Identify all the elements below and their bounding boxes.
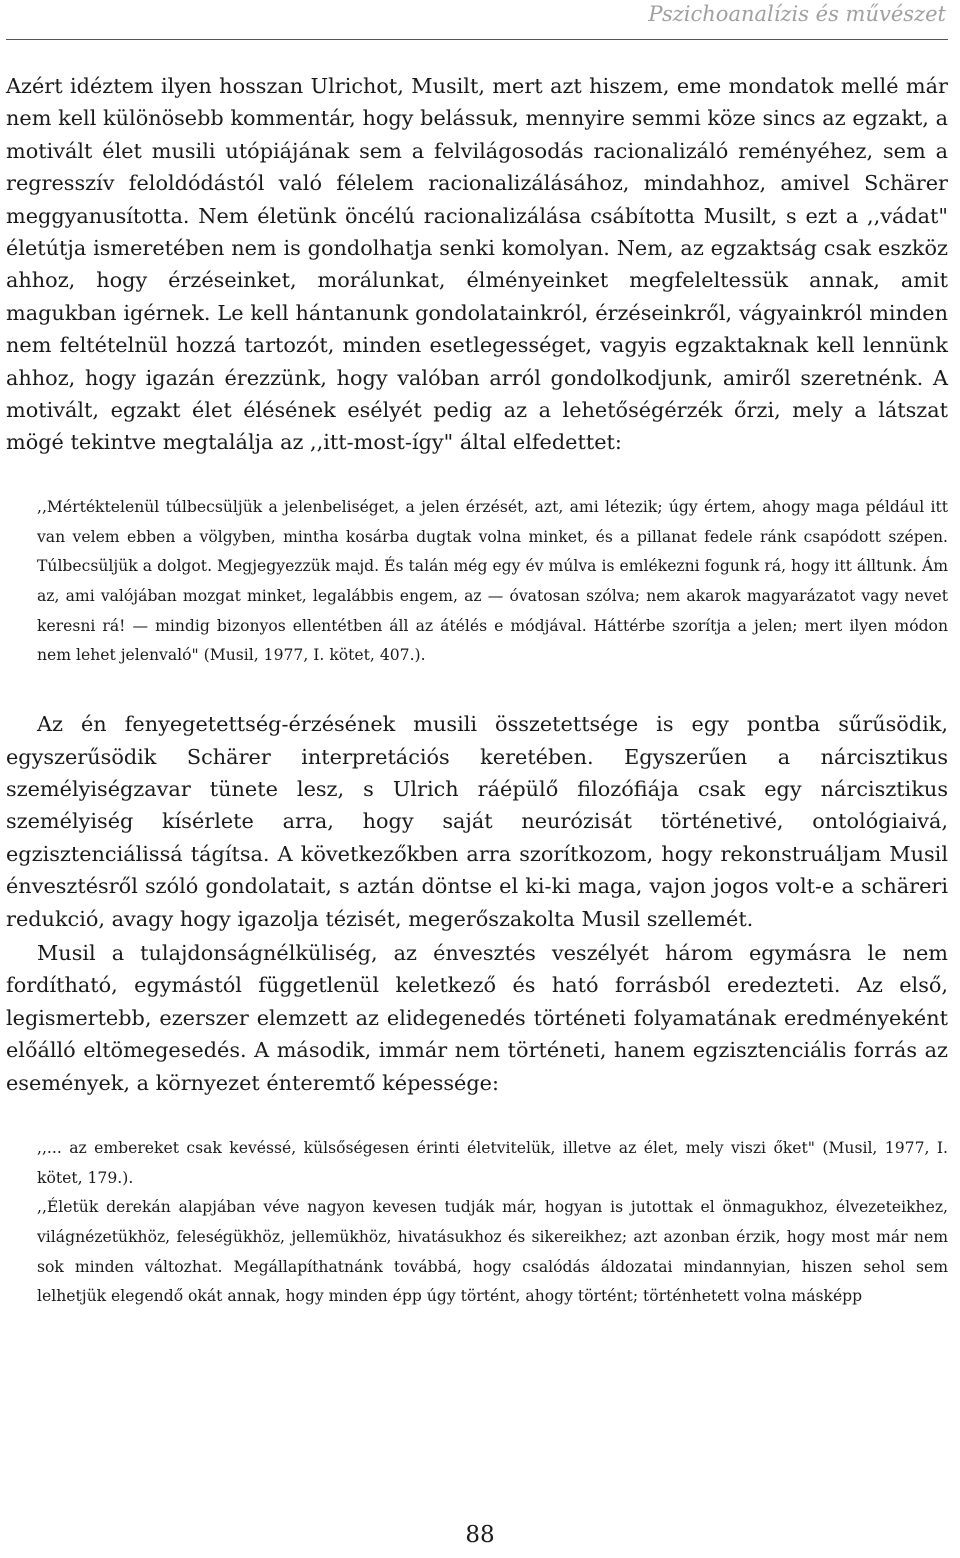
block-quote: ,,Életük derekán alapjában véve nagyon kevesen tudják már, hogyan is jutottak el önmagukhoz, élvezeteikhez, világnézetükhöz, feleségükhöz, jellemükhöz, hivatásukhoz és sikereikhez; azt azonban érzik, hogy most már nem sok minden változhat. Megállapíthatnánk továbbá, hogy csalódás áldozatai mindannyian, hiszen sehol sem lelhetjük elegendő okát annak, hogy minden épp úgy történt, ahogy történt; történhetett volna másképp bbox=[37, 1198, 948, 1306]
body-paragraph: Musil a tulajdonságnélküliség, az énvesztés veszélyét három egymásra le nem fordítható, egymástól függetlenül keletkező és ható forrásból eredezteti. Az első, legismertebb, ezerszer elemzett az elidegenedés történeti folyamatának eredményeként előálló eltömegesedés. A második, immár nem történeti, hanem egzisztenciális forrás az események, a környezet énteremtő képessége: bbox=[6, 940, 948, 1095]
block-quote: ,,Mértéktelenül túlbecsüljük a jelenbeliséget, a jelen érzését, azt, ami létezik; úgy értem, ahogy maga például itt van velem ebben a völgyben, mintha kosárba dugtak volna minket, és a pillanat fedele ránk csapódott szépen. Túlbecsüljük a dolgot. Megjegyezzük majd. És talán még egy év múlva is emlékezni fogunk rá, hogy itt álltunk. Ám az, ami valójában mozgat minket, legalábbis engem, az — óvatosan szólva; nem akarok magyarázatot vagy nevet keresni rá! — mindig bizonyos ellentétben áll az átélés e módjával. Háttérbe szorítja a jelen; mert ilyen módon nem lehet jelenvaló" (Musil, 1977, I. kötet, 407.). bbox=[37, 497, 948, 665]
body-paragraph: Azért idéztem ilyen hosszan Ulrichot, Musilt, mert azt hiszem, eme mondatok mellé már nem kell különösebb kommentár, hogy belássuk, mennyire semmi köze sincs az egzakt, a motivált élet musili utópiájának sem a felvilágosodás racionalizáló reményéhez, sem a regresszív feloldódástól való félelem racionalizálásához, mindahhoz, amivel Schärer meggyanusította. Nem életünk öncélú racionalizálása csábította Musilt, s ezt a ,,vádat" életútja ismeretében nem is gondolhatja senki komolyan. Nem, az egzaktság csak eszköz ahhoz, hogy érzéseinket, morálunkat, élményeinket megfeleltessük annak, amit magukban igérnek. Le kell hántanunk gondolatainkról, érzéseinkről, vágyainkról minden nem feltételnül hozzá tartozót, minden esetlegességet, vagyis egzaktaknak kell lennünk ahhoz, hogy igazán érezzünk, hogy valóban arról gondolkodjunk, amiről szeretnénk. A motivált, egzakt élet élésének esélyét pedig az a lehetőségérzék őrzi, mely a látszat mögé tekintve megtalálja az ,,itt-most-így" által elfedettet: bbox=[6, 74, 948, 455]
page-body bbox=[6, 70, 948, 1312]
page-number: 88 bbox=[465, 1522, 495, 1548]
spacer bbox=[6, 671, 948, 708]
block-quote: ,,... az embereket csak kevéssé, külsőségesen érinti életvitelük, illetve az élet, mely viszi őket" (Musil, 1977, I. kötet, 179.). bbox=[37, 1138, 948, 1187]
page-header bbox=[0, 0, 960, 40]
running-header-title: Pszichoanalízis és művészet bbox=[648, 2, 946, 26]
spacer bbox=[6, 459, 948, 493]
header-divider bbox=[6, 39, 948, 40]
body-paragraph: Az én fenyegetettség-érzésének musili összetettsége is egy pontba sűrűsödik, egyszerűsödik Schärer interpretációs keretében. Egyszerűen a nárcisztikus személyiségzavar tünete lesz, s Ulrich ráépülő filozófiája csak egy nárcisztikus személyiség kísérlete arra, hogy saját neurózisát történetivé, ontológiaivá, egzisztenciálissá tágítsa. A következőkben arra szorítkozom, hogy rekonstruáljam Musil énvesztésről szóló gondolatait, s aztán döntse el ki-ki maga, vajon jogos volt-e a schäreri redukció, avagy hogy igazolja tézisét, megerőszakolta Musil szellemét. bbox=[6, 712, 948, 931]
spacer bbox=[6, 1099, 948, 1134]
